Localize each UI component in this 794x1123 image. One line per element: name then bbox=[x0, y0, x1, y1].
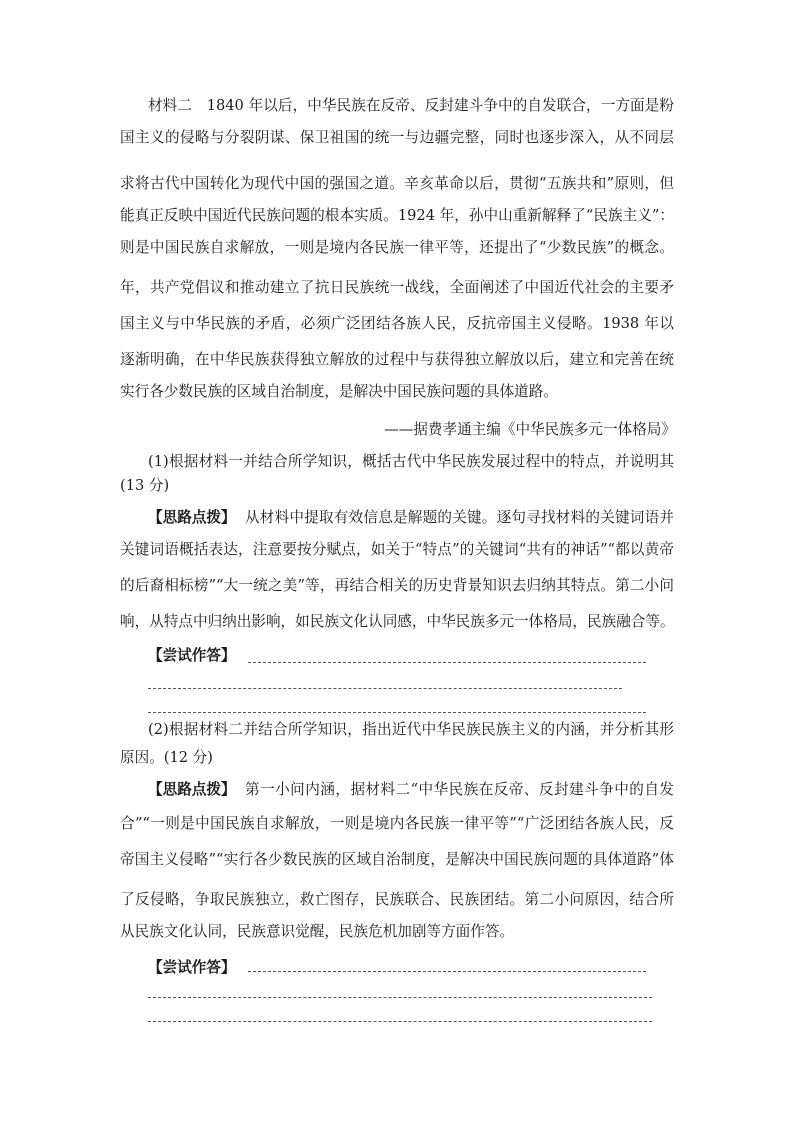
question2-answer-line-2[interactable] bbox=[148, 997, 652, 998]
question2-hint-line-4: 了反侵略，争取民族独立，救亡图存，民族联合、民族团结。第二小问原因，结合所 bbox=[120, 891, 674, 908]
material2-line-9: 实行各少数民族的区域自治制度，是解决中国民族问题的具体道路。 bbox=[120, 383, 558, 400]
material2-line-8: 逐渐明确，在中华民族获得独立解放的过程中与获得独立解放以后，建立和完善在统 bbox=[120, 351, 674, 368]
question2-hint-line-5: 从民族文化认同，民族意识觉醒，民族危机加剧等方面作答。 bbox=[120, 923, 515, 940]
material2-line-5: 则是中国民族自求解放，一则是境内各民族一律平等，还提出了“少数民族”的概念。 bbox=[120, 239, 674, 256]
question2-line-2: 原因。(12 分) bbox=[120, 749, 213, 766]
question1-hint-line-2: 关键词语概括表达，注意要按分赋点，如关于“特点”的关键词“共有的神话”“都以黄帝 bbox=[120, 541, 674, 558]
question1-hint-line-4: 响，从特点中归纳出影响，如民族文化认同感，中华民族多元一体格局，民族融合等。 bbox=[120, 613, 675, 630]
question2-answer-line-3[interactable] bbox=[148, 1021, 652, 1022]
question2-hint-label: 【思路点拨】 bbox=[148, 781, 236, 798]
question1-hint-line-3: 的后裔相标榜”“大一统之美”等，再结合相关的历史背景知识去归纳其特点。第二小问 bbox=[120, 577, 674, 594]
question1-answer-label: 【尝试作答】 bbox=[148, 647, 236, 664]
question2-hint-line-1: 第一小问内涵，据材料二“中华民族在反帝、反封建斗争中的自发 bbox=[245, 781, 674, 798]
question2-answer-label: 【尝试作答】 bbox=[148, 959, 236, 976]
question1-hint-line-1: 从材料中提取有效信息是解题的关键。逐句寻找材料的关键词语并 bbox=[245, 509, 674, 526]
material2-line-6: 年，共产党倡议和推动建立了抗日民族统一战线，全面阐述了中国近代社会的主要矛 bbox=[120, 279, 674, 296]
material2-citation: ——据费孝通主编《中华民族多元一体格局》 bbox=[384, 421, 676, 438]
material2-line-3: 求将古代中国转化为现代中国的强国之道。辛亥革命以后，贯彻“五族共和”原则，但 bbox=[120, 175, 674, 192]
question1-answer-line-3[interactable] bbox=[148, 712, 646, 713]
question2-hint-line-3: 帝国主义侵略”“实行各少数民族的区域自治制度，是解决中国民族问题的具体道路”体 bbox=[120, 851, 674, 868]
question1-answer-line-1[interactable] bbox=[248, 662, 646, 663]
material2-line-2: 国主义的侵略与分裂阴谋、保卫祖国的统一与边疆完整，同时也逐步深入，从不同层 bbox=[120, 129, 674, 146]
material2-line-4: 能真正反映中国近代民族问题的根本实质。1924 年，孙中山重新解释了“民族主义”： bbox=[120, 207, 674, 224]
material2-line-1: 材料二 1840 年以后，中华民族在反帝、反封建斗争中的自发联合，一方面是粉 bbox=[148, 97, 674, 114]
question1-line-1: (1)根据材料一并结合所学知识，概括古代中华民族发展过程中的特点，并说明其 bbox=[148, 453, 674, 470]
question1-hint-label: 【思路点拨】 bbox=[148, 509, 236, 526]
question1-line-2: (13 分) bbox=[120, 477, 170, 494]
question2-answer-line-1[interactable] bbox=[248, 971, 646, 972]
question1-answer-line-2[interactable] bbox=[148, 688, 622, 689]
question2-line-1: (2)根据材料二并结合所学知识，指出近代中华民族民族主义的内涵，并分析其形 bbox=[148, 721, 674, 738]
material2-line-7: 国主义与中华民族的矛盾，必须广泛团结各族人民，反抗帝国主义侵略。1938 年以 bbox=[120, 315, 674, 332]
question2-hint-line-2: 合”“一则是中国民族自求解放，一则是境内各民族一律平等”“广泛团结各族人民，反 bbox=[120, 815, 674, 832]
